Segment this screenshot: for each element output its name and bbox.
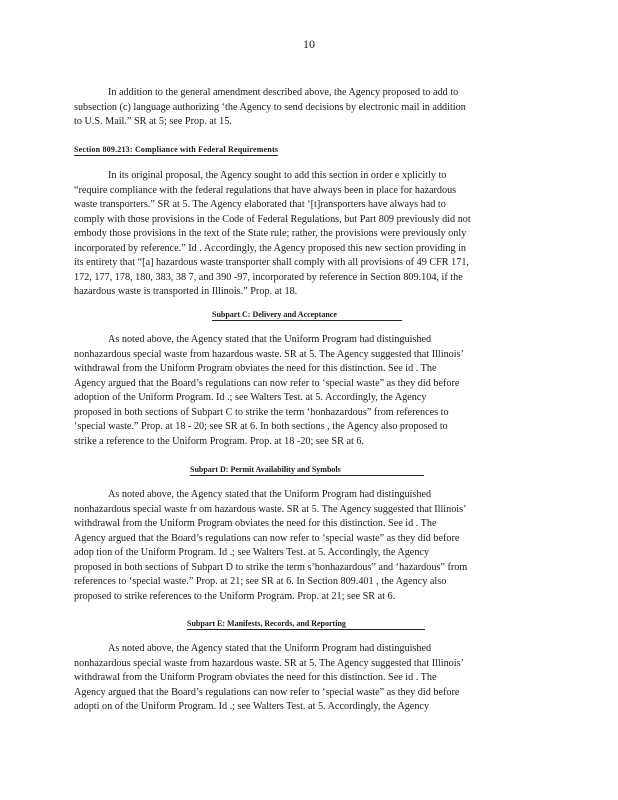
text-line: its entirety that “[a] hazardous waste transporter shall comply with all provisions of 49 CFR 171, xyxy=(74,257,469,268)
text-line: nonhazardous special waste from hazardous waste. SR at 5. The Agency suggested that Illinois’ xyxy=(74,657,464,669)
text-line: proposed to strike references to the Uniform Program. Prop. at 21; see SR at 6. xyxy=(74,590,396,602)
paragraph-subpart-e xyxy=(74,642,540,715)
text-line: withdrawal from the Uniform Program obviates the need for this distinction. See id . The xyxy=(74,518,437,529)
text-line: embody those provisions in the text of the State rule; rather, the provisions were previously only xyxy=(74,228,467,239)
text-line: ‘special waste.” Prop. at 18 - 20; see SR at 6. In both sections , the Agency also proposed to xyxy=(74,421,448,432)
text-line: In addition to the general amendment described above, the Agency proposed to add to xyxy=(108,87,459,98)
text-line: As noted above, the Agency stated that the Uniform Program had distinguished xyxy=(108,334,432,345)
text-line: proposed in both sections of Subpart D to strike the term s’honhazardous” and ‘hazardous” from xyxy=(74,561,468,573)
text-line: proposed in both sections of Subpart C to strike the term ‘honhazardous” from references to xyxy=(74,406,449,418)
page-number: 10 xyxy=(303,37,315,51)
text-line: Agency argued that the Board’s regulations can now refer to ‘special waste” as they did before xyxy=(74,377,460,389)
text-line: comply with those provisions in the Code of Federal Regulations, but Part 809 previously did not xyxy=(74,213,471,225)
text-line: withdrawal from the Uniform Program obviates the need for this distinction. See id . The xyxy=(74,672,437,683)
text-line: waste transporters.” SR at 5. The Agency elaborated that ‘[t]ransporters have always had to xyxy=(74,199,446,210)
paragraph-subpart-c xyxy=(74,333,540,449)
text-line: hazardous waste is transported in Illinois.” Prop. at 18. xyxy=(74,286,298,297)
text-line: subsection (c) language authorizing ‘the Agency to send decisions by electronic mail in addition xyxy=(74,101,466,113)
text-line: adoption of the Uniform Program. Id .; see Walters Test. at 5. Accordingly, the Agency xyxy=(74,392,427,403)
text-line: to U.S. Mail.” SR at 5; see Prop. at 15. xyxy=(74,116,232,127)
text-line: adop tion of the Uniform Program. Id .; see Walters Test. at 5. Accordingly, the Agency xyxy=(74,547,430,558)
section-heading-809-213: Section 809.213: Compliance with Federal Requirements xyxy=(74,145,279,154)
subpart-d-heading: Subpart D: Permit Availability and Symbols xyxy=(190,465,424,476)
text-line: nonhazardous special waste fr om hazardous waste. SR at 5. The Agency suggested that Illinois’ xyxy=(74,503,467,515)
text-line: Agency argued that the Board’s regulations can now refer to ‘special waste” as they did before xyxy=(74,532,460,544)
paragraph-subpart-d xyxy=(74,488,540,604)
paragraph-general-amendment xyxy=(74,86,540,130)
subpart-e-heading: Subpart E: Manifests, Records, and Reporting xyxy=(187,619,425,630)
text-line: In its original proposal, the Agency sought to add this section in order e xplicitly to xyxy=(108,170,447,181)
text-line: incorporated by reference.” Id . Accordingly, the Agency proposed this new section providing in xyxy=(74,242,467,254)
text-line: Agency argued that the Board’s regulations can now refer to ‘special waste” as they did before xyxy=(74,686,460,698)
paragraph-federal-requirements xyxy=(74,169,540,300)
text-line: references to ‘special waste.” Prop. at 21; see SR at 6. In Section 809.401 , the Agency also xyxy=(74,576,447,587)
text-line: As noted above, the Agency stated that the Uniform Program had distinguished xyxy=(108,643,432,654)
text-line: strike a reference to the Uniform Program. Prop. at 18 -20; see SR at 6. xyxy=(74,435,364,447)
text-line: withdrawal from the Uniform Program obviates the need for this distinction. See id . The xyxy=(74,363,437,374)
text-line: 172, 177, 178, 180, 383, 38 7, and 390 -97, incorporated by reference in Section 809.104, if the xyxy=(74,271,463,283)
text-line: As noted above, the Agency stated that the Uniform Program had distinguished xyxy=(108,489,432,500)
text-line: adopti on of the Uniform Program. Id .; see Walters Test. at 5. Accordingly, the Agency xyxy=(74,701,430,712)
subpart-c-heading: Subpart C: Delivery and Acceptance xyxy=(212,310,402,321)
text-line: “require compliance with the federal regulations that have always been in place for hazardous xyxy=(74,184,457,196)
text-line: nonhazardous special waste from hazardous waste. SR at 5. The Agency suggested that Illinois’ xyxy=(74,348,464,360)
